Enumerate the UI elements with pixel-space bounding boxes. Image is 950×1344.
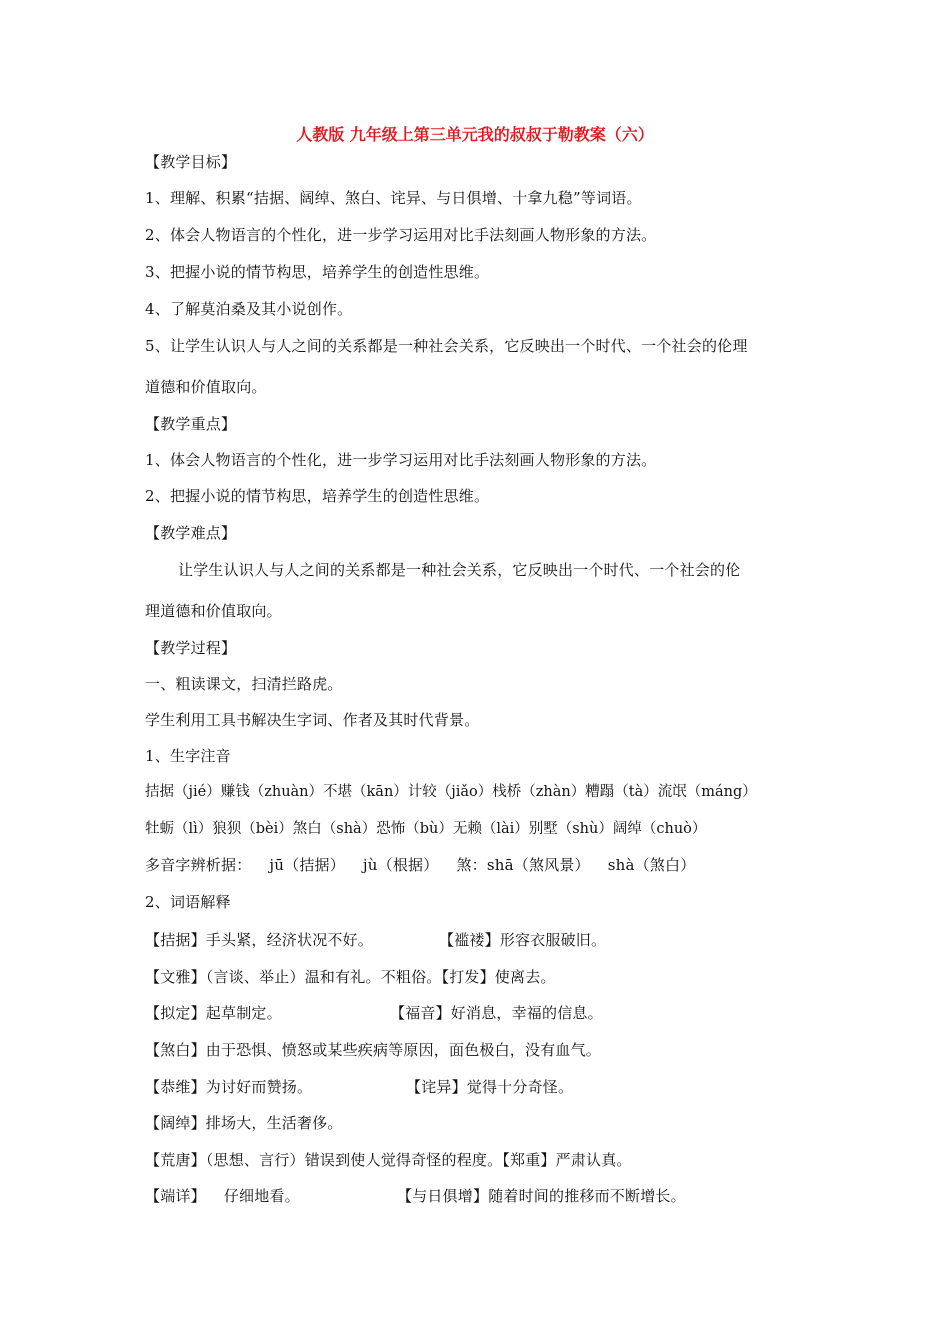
polyphone-reading: jū（拮据） bbox=[269, 856, 345, 874]
vocab-row bbox=[145, 1002, 805, 1024]
vocab-entry: 【荒唐】（思想、言行）错误到使人觉得奇怪的程度。【郑重】严肃认真。 bbox=[145, 1151, 632, 1169]
page-title: 人教版 九年级上第三单元我的叔叔于勒教案（六） bbox=[296, 125, 654, 144]
vocab-entry: 【诧异】觉得十分奇怪。 bbox=[406, 1078, 574, 1096]
section-heading-goals: 【教学目标】 bbox=[145, 153, 237, 171]
key-point-item: 1、体会人物语言的个性化，进一步学习运用对比手法刻画人物形象的方法。 bbox=[145, 451, 657, 469]
polyphone-reading: 煞：shā（煞风景） bbox=[456, 856, 590, 874]
vocab-entry: 【与日俱增】随着时间的推移而不断增长。 bbox=[397, 1187, 686, 1205]
key-point-item: 2、把握小说的情节构思，培养学生的创造性思维。 bbox=[145, 487, 490, 505]
vocab-row bbox=[145, 1039, 601, 1061]
vocab-row bbox=[145, 1076, 805, 1098]
goal-item: 4、了解莫泊桑及其小说创作。 bbox=[145, 300, 353, 318]
process-step: 一、粗读课文，扫清拦路虎。 bbox=[145, 675, 343, 693]
vocab-term: 【端详】 bbox=[145, 1187, 206, 1205]
goal-item: 1、理解、积累“拮据、阔绰、煞白、诧异、与日俱增、十拿九稳”等词语。 bbox=[145, 189, 642, 207]
vocab-entry: 【拮据】手头紧，经济状况不好。 bbox=[145, 931, 374, 949]
polyphone-line bbox=[145, 854, 695, 876]
vocab-row bbox=[145, 1185, 805, 1207]
vocab-entry: 【拟定】起草制定。 bbox=[145, 1004, 282, 1022]
section-heading-key: 【教学重点】 bbox=[145, 415, 237, 433]
goal-item-continued: 道德和价值取向。 bbox=[145, 378, 267, 396]
difficult-paragraph: 让学生认识人与人之间的关系都是一种社会关系，它反映出一个时代、一个社会的伦 bbox=[178, 561, 741, 579]
pinyin-line: 拮据（jié）赚钱（zhuàn）不堪（kān）计较（jiǎo）栈桥（zhàn）糟蹋（tà）流氓（máng） bbox=[145, 784, 757, 800]
process-subheading: 1、生字注音 bbox=[145, 747, 231, 765]
process-text: 学生利用工具书解决生字词、作者及其时代背景。 bbox=[145, 711, 480, 729]
goal-item: 2、体会人物语言的个性化，进一步学习运用对比手法刻画人物形象的方法。 bbox=[145, 226, 657, 244]
vocab-row bbox=[145, 1112, 343, 1134]
polyphone-reading: shà（煞白） bbox=[607, 856, 696, 874]
section-heading-difficult: 【教学难点】 bbox=[145, 524, 237, 542]
vocab-row bbox=[145, 966, 556, 988]
vocab-entry: 【恭维】为讨好而赞扬。 bbox=[145, 1078, 313, 1096]
polyphone-reading: jù（根据） bbox=[362, 856, 439, 874]
vocab-entry: 【文雅】（言谈、举止）温和有礼。不粗俗。【打发】使离去。 bbox=[145, 968, 556, 986]
vocab-entry: 【褴褛】形容衣服破旧。 bbox=[439, 931, 607, 949]
vocab-definition: 仔细地看。 bbox=[223, 1187, 300, 1205]
vocab-entry: 【阔绰】排场大，生活奢侈。 bbox=[145, 1114, 343, 1132]
vocab-heading: 2、词语解释 bbox=[145, 893, 231, 911]
pinyin-line: 牡蛎（lì）狼狈（bèi）煞白（shà）恐怖（bù）无赖（lài）别墅（shù）阔绰（chuò） bbox=[145, 821, 707, 837]
vocab-row bbox=[145, 929, 805, 951]
vocab-entry: 【煞白】由于恐惧、愤怒或某些疾病等原因，面色极白，没有血气。 bbox=[145, 1041, 602, 1059]
goal-item: 3、把握小说的情节构思，培养学生的创造性思维。 bbox=[145, 263, 490, 281]
section-heading-process: 【教学过程】 bbox=[145, 639, 237, 657]
vocab-row bbox=[145, 1149, 632, 1171]
polyphone-label: 多音字辨析据： bbox=[145, 856, 252, 874]
vocab-entry: 【福音】好消息，幸福的信息。 bbox=[390, 1004, 603, 1022]
difficult-paragraph-continued: 理道德和价值取向。 bbox=[145, 602, 282, 620]
goal-item: 5、让学生认识人与人之间的关系都是一种社会关系，它反映出一个时代、一个社会的伦理 bbox=[145, 337, 748, 355]
